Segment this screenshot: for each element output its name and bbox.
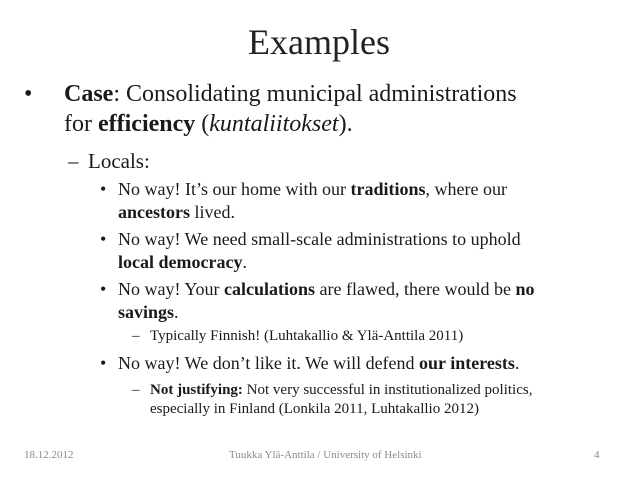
footer-date: 18.12.2012 [24,449,74,461]
locals-label: Locals: [88,149,150,173]
bullet-marker: • [100,179,107,199]
sub-note-dash: – [132,382,140,398]
bullet-4-line-1 [118,352,519,375]
case-line-1 [64,80,517,109]
no-term: no [515,279,535,299]
bullet-marker: • [100,279,107,299]
not-justifying-term: Not justifying: [150,382,243,398]
footer-author: Tuukka Ylä-Anttila / University of Helsinki [229,449,422,461]
text: are flawed, there would be [315,279,516,299]
case-text: : Consolidating municipal administrations [113,81,517,107]
finnish-term: kuntaliitokset [209,111,339,137]
savings-term: savings [118,302,175,322]
sub-note-dash: – [132,328,140,344]
bullet-marker: • [24,81,33,107]
text: No way! It’s our home with our [118,179,351,199]
bullet-marker: • [100,353,107,373]
case-line-2 [64,110,353,139]
locals-dash: – [68,149,79,173]
text: No way! Your [118,279,225,299]
traditions-term: traditions [350,179,426,199]
sub-note-2-line-2: especially in Finland (Lonkila 2011, Luhtakallio 2012) [150,401,479,417]
slide-title: Examples [248,22,390,62]
paren-open: ( [195,111,210,137]
bullet-2-line-1: No way! We need small-scale administrations to uphold [118,229,521,249]
text: No way! We don’t like it. We will defend [118,353,420,373]
text: . [242,252,247,272]
text: Not very successful in institutionalized politics, [242,382,533,398]
bullet-marker: • [100,229,107,249]
case-for: for [64,111,98,137]
our-interests-term: our interests [419,353,515,373]
calculations-term: calculations [224,279,316,299]
sub-note-2-line-1 [150,381,532,400]
case-label: Case [64,81,114,107]
bullet-3-line-2 [118,301,179,324]
bullet-3-line-1 [118,278,534,301]
ancestors-term: ancestors [118,202,190,222]
bullet-1-line-2 [118,201,235,224]
local-democracy-term: local democracy [118,252,243,272]
efficiency-term: efficiency [97,111,196,137]
text: lived. [189,202,235,222]
sub-note-1: Typically Finnish! (Luhtakallio & Ylä-Anttila 2011) [150,328,464,344]
bullet-1-line-1 [118,178,507,201]
paren-close: ). [338,111,353,137]
text: , where our [425,179,507,199]
text: . [174,302,179,322]
bullet-2-line-2 [118,251,247,274]
footer-page-number: 4 [594,449,600,461]
text: . [514,353,520,373]
